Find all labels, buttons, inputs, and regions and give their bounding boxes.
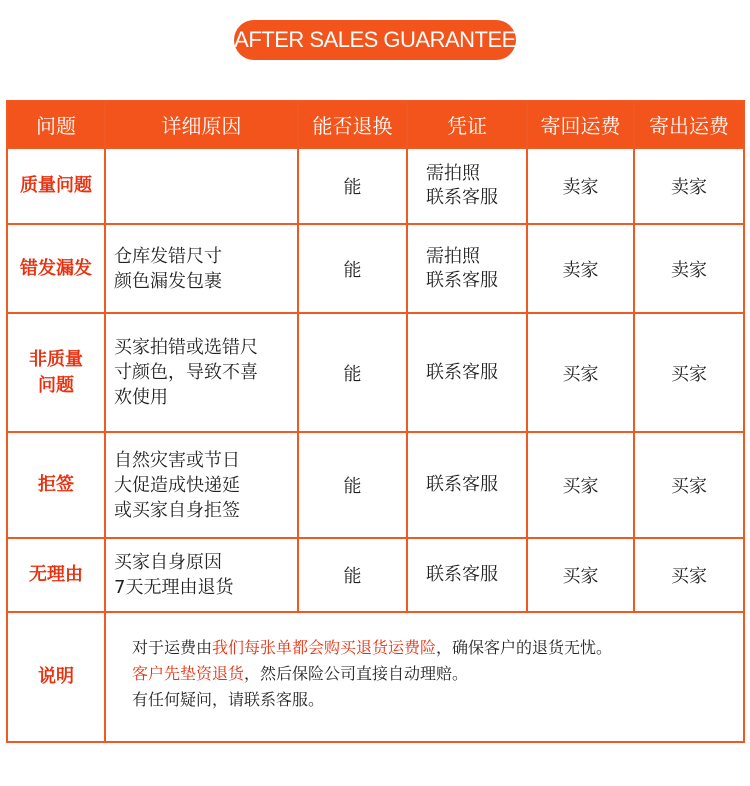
header-exchange: 能否退换 <box>298 101 407 148</box>
exchange-cell: 能 <box>298 432 407 538</box>
issue-cell: 非质量 问题 <box>7 313 105 432</box>
reason-cell <box>105 148 298 224</box>
issue-cell: 质量问题 <box>7 148 105 224</box>
after-sales-banner <box>234 20 516 60</box>
header-return-fee: 寄回运费 <box>527 101 634 148</box>
banner-title: AFTER SALES GUARANTEE <box>234 27 516 52</box>
table-row <box>7 313 744 432</box>
proof-cell: 需拍照 联系客服 <box>407 148 527 224</box>
return-fee-cell: 卖家 <box>527 224 634 313</box>
send-fee-cell: 买家 <box>634 313 744 432</box>
exchange-cell: 能 <box>298 224 407 313</box>
table-row <box>7 432 744 538</box>
reason-cell: 买家自身原因 7天无理由退货 <box>105 538 298 612</box>
after-sales-table <box>6 100 745 743</box>
issue-cell: 无理由 <box>7 538 105 612</box>
table-row <box>7 224 744 313</box>
note-line-1: 对于运费由我们每张单都会购买退货运费险，确保客户的退货无忧。 <box>132 638 613 657</box>
table-header-row <box>7 101 744 148</box>
note-line-2: 客户先垫资退货，然后保险公司直接自动理赔。 <box>132 664 469 683</box>
return-fee-cell: 买家 <box>527 313 634 432</box>
return-fee-cell: 买家 <box>527 432 634 538</box>
table-row <box>7 148 744 224</box>
send-fee-cell: 卖家 <box>634 224 744 313</box>
return-fee-cell: 卖家 <box>527 148 634 224</box>
proof-cell: 联系客服 <box>407 538 527 612</box>
return-fee-cell: 买家 <box>527 538 634 612</box>
reason-cell: 自然灾害或节日 大促造成快递延 或买家自身拒签 <box>105 432 298 538</box>
send-fee-cell: 买家 <box>634 432 744 538</box>
header-reason: 详细原因 <box>105 101 298 148</box>
reason-cell: 仓库发错尺寸 颜色漏发包裹 <box>105 224 298 313</box>
note-line-3: 有任何疑问，请联系客服。 <box>132 690 325 709</box>
exchange-cell: 能 <box>298 148 407 224</box>
note-label: 说明 <box>7 612 105 742</box>
exchange-cell: 能 <box>298 313 407 432</box>
header-send-fee: 寄出运费 <box>634 101 744 148</box>
issue-cell: 错发漏发 <box>7 224 105 313</box>
send-fee-cell: 卖家 <box>634 148 744 224</box>
note-row <box>7 612 744 742</box>
issue-cell: 拒签 <box>7 432 105 538</box>
header-issue: 问题 <box>7 101 105 148</box>
table-row <box>7 538 744 612</box>
send-fee-cell: 买家 <box>634 538 744 612</box>
note-content <box>105 612 744 742</box>
header-proof: 凭证 <box>407 101 527 148</box>
proof-cell: 联系客服 <box>407 432 527 538</box>
proof-cell: 需拍照 联系客服 <box>407 224 527 313</box>
reason-cell: 买家拍错或选错尺 寸颜色，导致不喜 欢使用 <box>105 313 298 432</box>
exchange-cell: 能 <box>298 538 407 612</box>
proof-cell: 联系客服 <box>407 313 527 432</box>
